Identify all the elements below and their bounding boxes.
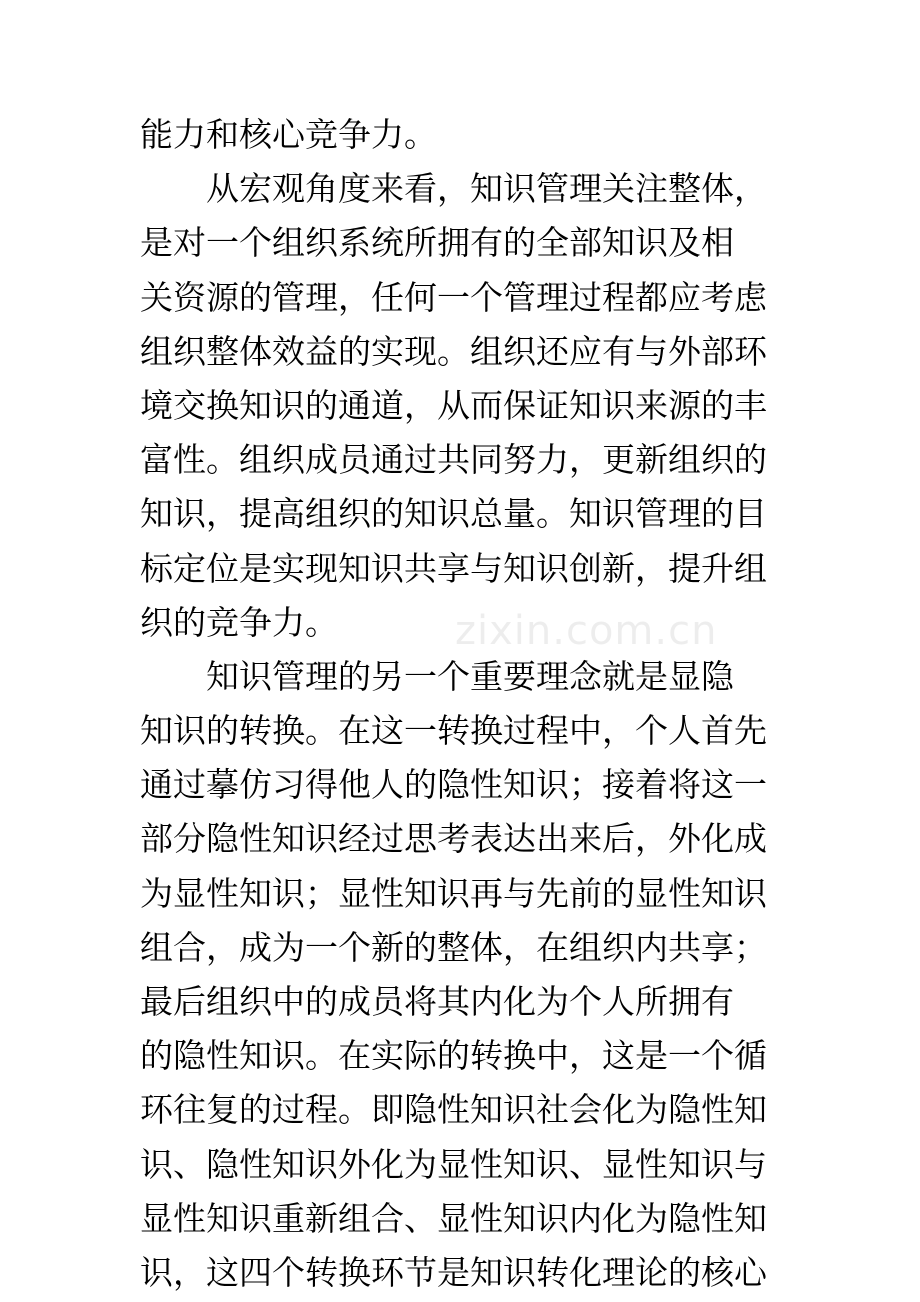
text-line: 知识的转换。在这一转换过程中，个人首先 [140,711,767,751]
text-line: 部分隐性知识经过思考表达出来后，外化成 [140,819,767,859]
text-line: 最后组织中的成员将其内化为个人所拥有 [140,982,734,1021]
text-line: 通过摹仿习得他人的隐性知识；接着将这一 [140,765,767,805]
watermark: zixin.com.cn [455,608,718,654]
text-line: 环往复的过程。即隐性知识社会化为隐性知 [140,1090,767,1130]
body-text [140,108,790,1300]
paragraph-start-line: 从宏观角度来看，知识管理关注整体， [206,169,767,209]
text-line: 识、隐性知识外化为显性知识、显性知识与 [140,1144,767,1184]
paragraph-start-line: 知识管理的另一个重要理念就是显隐 [206,656,734,696]
text-line: 显性知识重新组合、显性知识内化为隐性知 [140,1198,767,1238]
text-line: 境交换知识的通道，从而保证知识来源的丰 [140,385,767,425]
text-line: 组合，成为一个新的整体，在组织内共享； [140,927,767,967]
text-line: 标定位是实现知识共享与知识创新，提升组 [140,548,767,588]
text-line: 识，这四个转换环节是知识转化理论的核心 [140,1252,767,1292]
text-line: 的隐性知识。在实际的转换中，这是一个循 [140,1036,767,1076]
text-line: 织的竞争力。 [140,602,338,642]
text-line: 关资源的管理，任何一个管理过程都应考虑 [140,277,767,317]
text-line: 能力和核心竞争力。 [140,115,437,154]
text-line: 组织整体效益的实现。组织还应有与外部环 [140,331,767,371]
text-line: 是对一个组织系统所拥有的全部知识及相 [140,223,734,263]
text-line: 为显性知识；显性知识再与先前的显性知识 [140,873,767,913]
text-line: 富性。组织成员通过共同努力，更新组织的 [140,440,767,480]
text-line: 知识，提高组织的知识总量。知识管理的目 [140,494,767,534]
